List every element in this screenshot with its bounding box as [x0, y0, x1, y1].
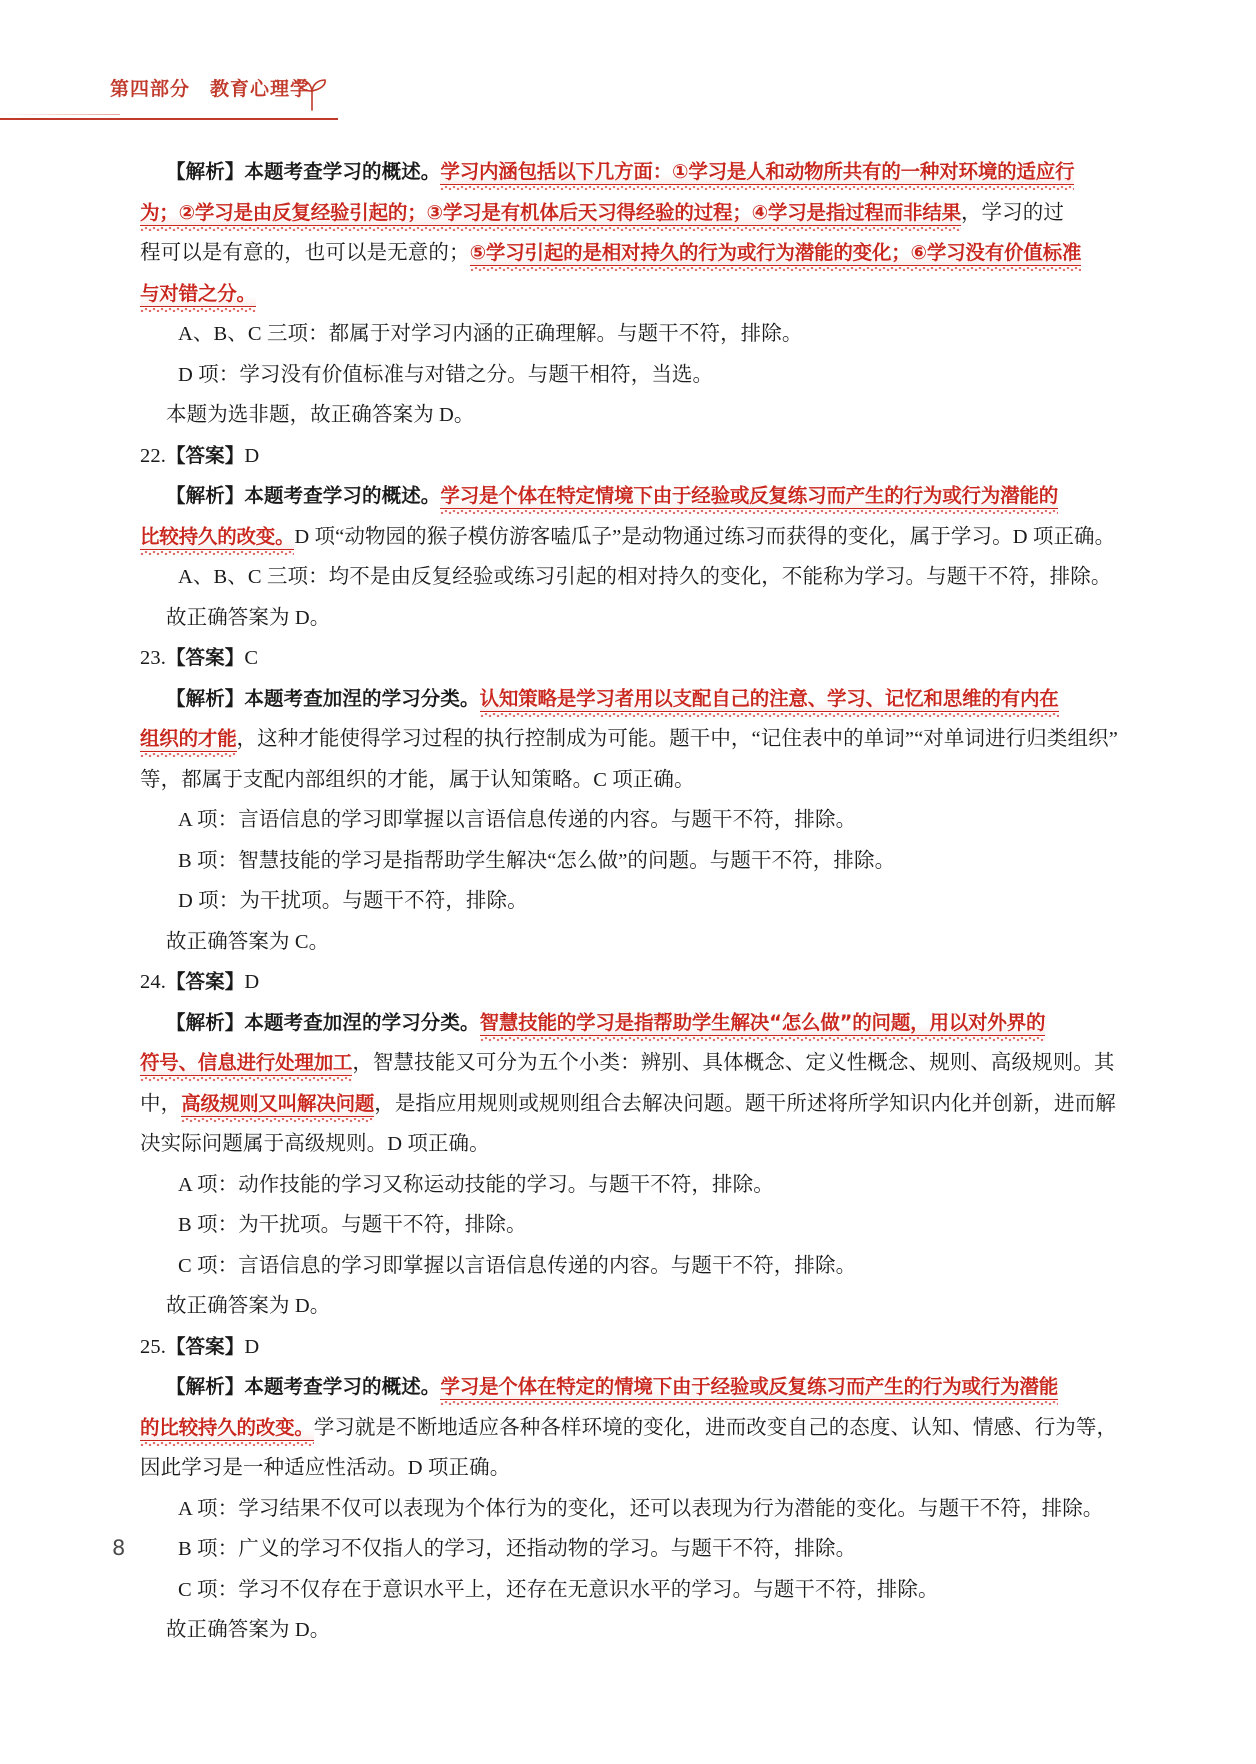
text-run: D	[244, 444, 260, 467]
text-line	[140, 1610, 1115, 1651]
text-run: C 项：言语信息的学习即掌握以言语信息传递的内容。与题干不符，排除。	[178, 1254, 857, 1277]
emphasis-run: 组织的才能	[140, 727, 237, 750]
label-run: 【答案】	[165, 1334, 245, 1358]
page-header	[0, 78, 1256, 122]
text-line	[140, 1124, 1115, 1165]
text-line	[140, 1327, 1115, 1368]
text-line	[140, 476, 1115, 517]
text-line	[140, 1043, 1115, 1084]
text-run: 故正确答案为 D。	[166, 606, 331, 629]
text-line	[140, 274, 1115, 315]
text-line	[140, 1165, 1115, 1206]
text-line	[140, 233, 1115, 274]
label-run: 【解析】本题考查学习的概述。	[166, 484, 441, 507]
text-line	[140, 152, 1115, 193]
emphasis-run: 高级规则又叫解决问题	[181, 1091, 375, 1115]
text-run: 故正确答案为 D。	[166, 1295, 331, 1317]
text-run: 等，都属于支配内部组织的才能，属于认知策略。C 项正确。	[140, 768, 695, 791]
text-run: D	[244, 1335, 260, 1358]
text-run: 中，	[140, 1092, 182, 1115]
text-line	[140, 517, 1115, 558]
text-line	[140, 922, 1115, 963]
text-line	[140, 314, 1115, 355]
emphasis-run: 与对错之分。	[140, 281, 256, 305]
emphasis-run: 认知策略是学习者用以支配自己的注意、学习、记忆和思维的有内在	[479, 686, 1059, 710]
text-line	[140, 1448, 1115, 1489]
text-line	[140, 881, 1115, 922]
text-run: D 项：为干扰项。与题干不符，排除。	[178, 890, 528, 912]
text-line	[140, 1084, 1115, 1125]
text-line	[140, 962, 1115, 1003]
text-run: 故正确答案为 C。	[166, 930, 330, 953]
text-line	[140, 760, 1115, 801]
emphasis-run: 智慧技能的学习是指帮助学生解决“怎么做”的问题，用以对外界的	[479, 1010, 1046, 1034]
text-run: B 项：为干扰项。与题干不符，排除。	[178, 1214, 527, 1236]
text-line	[140, 557, 1115, 598]
text-line	[140, 800, 1115, 841]
explanation-body	[140, 152, 1118, 1651]
text-line	[140, 436, 1115, 477]
text-run: B 项：广义的学习不仅指人的学习，还指动物的学习。与题干不符，排除。	[178, 1538, 857, 1560]
text-line	[140, 1570, 1115, 1611]
label-run: 【解析】本题考查学习的概述。	[166, 160, 441, 183]
text-line	[140, 1529, 1115, 1570]
label-run: 【答案】	[165, 443, 245, 467]
text-line	[140, 355, 1115, 396]
emphasis-run: 学习是个体在特定的情境下由于经验或反复练习而产生的行为或行为潜能	[440, 1375, 1059, 1398]
text-run: ，智慧技能又可分为五个小类：辨别、具体概念、定义性概念、规则、高级规则。其	[352, 1052, 1115, 1074]
text-line	[140, 841, 1115, 882]
emphasis-run: 学习是个体在特定情境下由于经验或反复练习而产生的行为或行为潜能的	[440, 484, 1059, 507]
text-run: A 项：学习结果不仅可以表现为个体行为的变化，还可以表现为行为潜能的变化。与题干不符，排除。	[178, 1497, 1104, 1520]
page-header-title: 第四部分 教育心理学	[110, 78, 311, 100]
label-run: 【解析】本题考查加涅的学习分类。	[166, 686, 480, 710]
text-run: C 项：学习不仅存在于意识水平上，还存在无意识水平的学习。与题干不符，排除。	[178, 1578, 939, 1601]
header-rule-fade	[0, 114, 120, 115]
text-run: 程可以是有意的，也可以是无意的；	[140, 242, 470, 264]
text-run: ，学习的过	[960, 201, 1064, 224]
emphasis-run: ⑤学习引起的是相对持久的行为或行为潜能的变化；⑥学习没有价值标准	[469, 241, 1082, 264]
text-line	[140, 598, 1115, 639]
text-line	[140, 719, 1118, 760]
emphasis-run: 的比较持久的改变。	[140, 1415, 314, 1439]
text-run: 本题为选非题，故正确答案为 D。	[166, 404, 475, 426]
text-run: D	[244, 971, 260, 993]
text-run: A、B、C 三项：均不是由反复经验或练习引起的相对持久的变化，不能称为学习。与题干不符，排除。	[178, 566, 1112, 588]
text-line	[140, 1367, 1115, 1408]
header-rule	[0, 118, 338, 120]
text-line	[140, 1205, 1115, 1246]
label-run: 【答案】	[165, 646, 245, 669]
text-run: B 项：智慧技能的学习是指帮助学生解决“怎么做”的问题。与题干不符，排除。	[178, 849, 896, 872]
emphasis-run: 学习内涵包括以下几方面：①学习是人和动物所共有的一种对环境的适应行	[440, 160, 1075, 183]
text-line	[140, 395, 1115, 436]
text-line	[140, 193, 1115, 234]
text-line	[140, 638, 1115, 679]
emphasis-run: 为；②学习是由反复经验引起的；③学习是有机体后天习得经验的过程；④学习是指过程而非结果	[140, 200, 961, 224]
question-number: 23.	[140, 647, 166, 669]
text-line	[140, 1408, 1118, 1449]
label-run: 【解析】本题考查加涅的学习分类。	[166, 1010, 480, 1034]
text-run: D 项“动物园的猴子模仿游客嗑瓜子”是动物通过练习而获得的变化，属于学习。D 项正确。	[294, 525, 1116, 548]
sprout-icon	[292, 74, 332, 114]
text-run: A 项：言语信息的学习即掌握以言语信息传递的内容。与题干不符，排除。	[178, 809, 857, 831]
question-number: 22.	[140, 444, 166, 467]
text-line	[140, 1286, 1115, 1327]
text-line	[140, 1489, 1115, 1530]
text-run: D 项：学习没有价值标准与对错之分。与题干相符，当选。	[178, 363, 714, 386]
text-run: 学习就是不断地适应各种各样环境的变化，进而改变自己的态度、认知、情感、行为等，	[313, 1416, 1118, 1439]
text-line	[140, 1246, 1115, 1287]
text-run: C	[244, 647, 259, 669]
text-line	[140, 1003, 1115, 1044]
emphasis-run: 符号、信息进行处理加工	[140, 1051, 353, 1074]
text-run: A、B、C 三项：都属于对学习内涵的正确理解。与题干不符，排除。	[178, 323, 803, 345]
text-run: 因此学习是一种适应性活动。D 项正确。	[140, 1457, 511, 1479]
label-run: 【解析】本题考查学习的概述。	[166, 1375, 441, 1398]
question-number: 24.	[140, 971, 166, 993]
text-run: 决实际问题属于高级规则。D 项正确。	[140, 1133, 490, 1155]
label-run: 【答案】	[165, 970, 245, 993]
question-number: 25.	[140, 1335, 166, 1358]
text-run: A 项：动作技能的学习又称运动技能的学习。与题干不符，排除。	[178, 1173, 774, 1196]
text-run: ，这种才能使得学习过程的执行控制成为可能。题干中，“记住表中的单词”“对单词进行归类组织”	[236, 728, 1118, 750]
emphasis-run: 比较持久的改变。	[140, 524, 295, 548]
page-number: 8	[112, 1536, 126, 1560]
text-line	[140, 679, 1115, 720]
text-run: 故正确答案为 D。	[166, 1619, 331, 1641]
text-run: ，是指应用规则或规则组合去解决问题。题干所述将所学知识内化并创新，进而解	[374, 1092, 1116, 1115]
